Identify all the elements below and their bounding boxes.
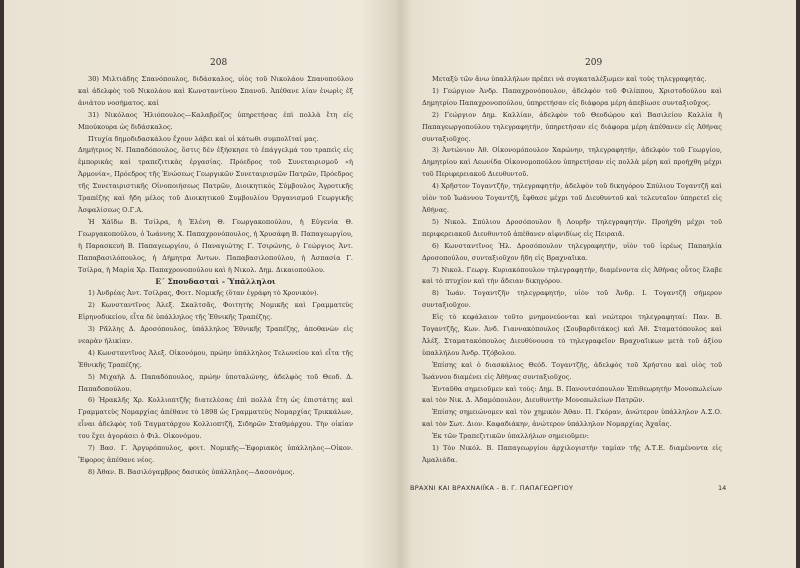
list-item: 4) Κωνσταντῖνος Ἀλεξ. Οἰκονόμου, πρώην ὑπάλληλος Τελωνείου καὶ εἶτα τῆς Ἐθνικῆς Τραπέζης.: [78, 348, 353, 369]
list-item: 8) Ἀθαν. Β. Βασιλόγαμβρος δασικὸς ὑπάλληλος—Δασονόμος.: [88, 467, 295, 476]
left-paragraph: Ἡ Χάϊδω Β. Τσίλρα, ἡ Ἑλένη Θ. Γεωργακοπούλου, ἡ Εὐγενία Θ. Γεωργακοπούλου, ὁ Ἰωάννης Χ. Παπαχρονόπουλος, ἡ Χρυσάφη Β. Παπαγεωργίου, ἡ Παρασκευὴ Β. Παπαγεωργίου, ὁ Παναγιώτης Γ. Τσιρώνης, ὁ Γεώργιος Ἀντ. Παπαβασιλόπουλος, ἡ Δήμητρα Ἀντων. Παπαβασιλοπούλου, ἡ Ἀσπασία Γ. Τσίλρα, ἡ Μαρία Χρ. Παπαχρονοπούλου καὶ ἡ Νικολ. Δημ. Δικαιοπούλου.: [78, 217, 353, 274]
right-paragraph: 3) Ἀντώνιον Ἀθ. Οἰκονομόπουλον Χαρώνην, τηλεγραφητήν, ἀδελφὸν τοῦ Γεωργίου, Δημητρίου καὶ Λεωνίδα Οἰκονομοπούλου ὑπηρετήσαν εἰς πολλὰ μέρη καὶ προήχθη μέχρι τοῦ Περιφερειακοῦ Διευθυντοῦ.: [422, 146, 722, 179]
left-paragraph: 30) Μιλτιάδης Σπανόπουλος, διδάσκαλος, υἱὸς τοῦ Νικολάου Σπανοπούλου καὶ ἀδελφὸς τοῦ Νικολάου καὶ Κωνσταντίνου Σπανοῦ. Ἀπέθανε λίαν ἐνωρὶς ἐξ ἀνιάτου νοσήματος. καὶ: [78, 75, 353, 107]
left-text-block: [78, 74, 353, 479]
right-text-block: [422, 74, 722, 467]
right-paragraph: 1) Γεώργιον Ἀνδρ. Παπαχρονόπουλον, ἀδελφὸν τοῦ Φιλίππου, Χριστοδούλου καὶ Δημητρίου Παπαχρονοπούλου, ὑπηρετήσαν εἰς διάφορα μέρη ἀπεβίωσε συνταξιοῦχος.: [422, 86, 722, 107]
running-footer-title: ΒΡΑΧΝΙ ΚΑΙ ΒΡΑΧΝΑΙΪΚΑ - Β. Γ. ΠΑΠΑΓΕΩΡΓΙΟΥ: [410, 484, 574, 492]
right-page: [400, 0, 800, 568]
list-item: 2) Κωνσταντῖνος Ἀλεξ. Σκαλτσᾶς, Φοιτητὴς Νομικῆς καὶ Γραμματεὺς Εἰρηνοδικείου, εἶτα δὲ ὑπάλληλος τῆς Ἐθνικῆς Τραπέζης.: [78, 301, 353, 322]
right-paragraph: 5) Νικολ. Σπύλιου Δροσόπουλον ἢ Λουρῆν τηλεγραφητήν. Προήχθη μέχρι τοῦ περιφερειακοῦ Διευθυντοῦ ἀπέθανεν αἰφνιδίως εἰς Πειραιᾶ.: [422, 217, 722, 238]
right-paragraph: 4) Χρῆστον Τογαντζῆν, τηλεγραφητήν, ἀδελφὸν τοῦ δικηγόρου Σπύλιου Τογαντζῆ καὶ υἱὸν τοῦ Ἰωάννου Τογαντζῆ, ἔφθασε μέχρι τοῦ Διευθυντοῦ καὶ τελευταῖον ὑπηρετεῖ εἰς Ἀθήνας.: [422, 182, 722, 214]
right-paragraph: Ἐπίσης καὶ ὁ διασκάλιος Θεόδ. Τογαντζῆς, ἀδελφὸς τοῦ Χρήστου καὶ υἱὸς τοῦ Ἰωάννου διαμένει εἰς Ἀθήνας συνταξιοῦχος.: [422, 360, 722, 381]
right-paragraph: 7) Νικολ. Γεωργ. Κυριακόπουλον τηλεγραφητήν, διαμένοντα εἰς Ἀθήνας οὗτος ἔλαβε καὶ τὸ πτυχίον καὶ τὴν ἄδειαν δικηγόρου.: [422, 265, 722, 286]
running-footer-number: 14: [718, 484, 727, 492]
right-paragraph: Ἐκ τῶν Τραπεζιτικῶν ὑπαλλήλων σημειοῦμεν:: [432, 432, 589, 441]
list-item: 6) Ἡρακλῆς Χρ. Κολλιοπτζῆς διατελέσας ἐπὶ πολλὰ ἔτη ὡς ἐπιστάτης καὶ Γραμματεὺς Νομαρχίας ἀπέθανε τὸ 1898 ὡς Γραμματεὺς Νομαρχίας Τρικκάλων, εἶναι ἀδελφὸς τοῦ Ταγματάρχου Κολλιοπτζῆ, Σιδηρῶν Σταθμάρχου. Τὴν οἰκίαν του ἔχει ἀγοράσει ὁ Φιλ. Οἰκονόμου.: [78, 396, 353, 441]
right-paragraph: Εἰς τὸ κεφάλαιον τοῦτο μνημονεύονται καὶ νεώτεροι τηλεγραφηταί: Παν. Β. Τογαντζῆς, Κων. Ἀνδ. Γιαννακόπουλος (Σουβαρδιτάκος) καὶ Ἀθ. Σταματόπουλος καὶ Ἀλέξ. Σταματακόπουλος Διευθύνουσα τὸ τηλεγραφεῖον Βραχναῖικων μετὰ τοῦ ἀξίου ὑπαλλήλου Ἀνδρ. Τζόβολου.: [422, 313, 722, 357]
left-paragraph: 31) Νικόλαος Ἠλιόπουλος—Καλαβρέζος ὑπηρετήσας ἐπὶ πολλὰ ἔτη εἰς Μπούκουρα ὡς διδάσκαλος.: [78, 110, 353, 131]
left-paragraph: Δημήτριος Ν. Παπαδόπουλος, ὅστις δὲν ἐξήσκησε τὸ ἐπάγγελμά του τραπεὶς εἰς ἐμπορικὰς καὶ τραπεζιτικὰς ἐργασίας. Πρόεδρος τοῦ Συνεταιρισμοῦ «ἡ Ἁρμονία», Πρόεδρος τῆς Ἑνώσεως Γεωργικῶν Συνεταιρισμῶν Πατρῶν, Πρόεδρος τῆς Συνεταιριστικῆς Οἰνοποιήσεως Πατρῶν, Διοικητικὸς Σύμβουλος Ἀγροτικῆς Τραπέζης καὶ ἤδη μέλος τοῦ Διοικητικοῦ Συμβουλίου Ὀργανισμοῦ Γεωργικῆς Ἀσφαλίσεως Ο.Γ.Α.: [78, 146, 353, 214]
list-item: 7) Βασ. Γ. Ἀργυρόπουλος, φοιτ. Νομικῆς—Ἐφοριακὸς ὑπάλληλος—Οἰκον. Ἔφορος ἀπέθανε νέος.: [78, 444, 353, 464]
section-title: Ε΄ Σπουδασταὶ - Ὑπάλληλοι: [155, 277, 276, 287]
list-item: 1) Ἀνδρέας Ἀντ. Τσίλρας, Φοιτ. Νομικῆς (ὅταν ἐγράφη τὸ Χρονικόν).: [88, 289, 319, 298]
right-page-number: 209: [585, 58, 603, 68]
list-item: 3) Ρᾶλλης Δ. Δροσόπουλος, ὑπάλληλος Ἐθνικῆς Τραπέζης, ἀποθανὼν εἰς νεαρὰν ἡλικίαν.: [78, 325, 353, 345]
right-paragraph: 2) Γεώργιον Δημ. Καλλίαν, ἀδελφὸν τοῦ Θεοδώρου καὶ Βασιλείου Καλλία ἢ Παπαγεωργοπούλου τηλεγραφητήν, ὑπηρετήσαν εἰς διάφορα μέρη ἀπέθανεν εἰς Ἀθήνας συνταξιοῦχος.: [422, 110, 722, 143]
right-paragraph: Μεταξὺ τῶν ἄνω ὑπαλλήλων πρέπει νὰ συγκαταλέξωμεν καὶ τοὺς τηλεγραφητάς.: [432, 75, 707, 83]
right-paragraph: 6) Κωνσταντῖνος Ἠλ. Δροσόπουλον τηλεγραφητήν, υἱὸν τοῦ ἱερέως Παπαηλία Δροσοπούλου, συνταξιοῦχον ἤδη εἰς Βραχναῖικα.: [422, 241, 722, 262]
right-paragraph: 8) Ἰωάν. Τογαντζῆν τηλεγραφητήν, υἱὸν τοῦ Ἀνδρ. Ι. Τογαντζῆ σήμερον συνταξιοῦχον.: [422, 289, 722, 310]
right-paragraph: 1) Τὸν Νικόλ. Β. Παπαγεωργίου ἀρχιλογιστὴν ταμίαν τῆς Α.Τ.Ε. διαμένοντα εἰς Ἀμαλιάδα.: [422, 444, 722, 464]
right-edge: [796, 0, 800, 568]
left-paragraph: Πτυχία δημοδιδασκάλου ἔχουν λάβει καὶ οἱ κάτωθι συμπολῖταί μας.: [88, 134, 319, 143]
right-paragraph: Ἐπίσης σημειώνομεν καὶ τὸν χημικὸν Ἀθαν. Π. Γκόραν, ἀνώτερον ὑπάλληλον Α.Σ.Ο. καὶ τὸν Σωτ. Διον. Καφαδιάκην, ἀνώτερον ὑπάλληλον Νομαρχίας Ἀχαΐας.: [422, 408, 722, 429]
right-paragraph: Ἐνταῦθα σημειοῦμεν καὶ τοὺς: Δημ. Β. Πανουτσόπουλον Ἐπιθεωρητὴν Μονοπωλείων καὶ τὸν Νικ. Δ. Ἀδαμόπουλον, Διευθυντὴν Μονοπωλείων Πατρῶν.: [422, 384, 722, 405]
list-item: 5) Μιχαὴλ Δ. Παπαδόπουλος, πρώην ὑποταλώνης, ἀδελφὸς τοῦ Θεοδ. Δ. Παπαδοπούλου.: [78, 372, 353, 393]
left-page-number: 208: [210, 58, 228, 68]
